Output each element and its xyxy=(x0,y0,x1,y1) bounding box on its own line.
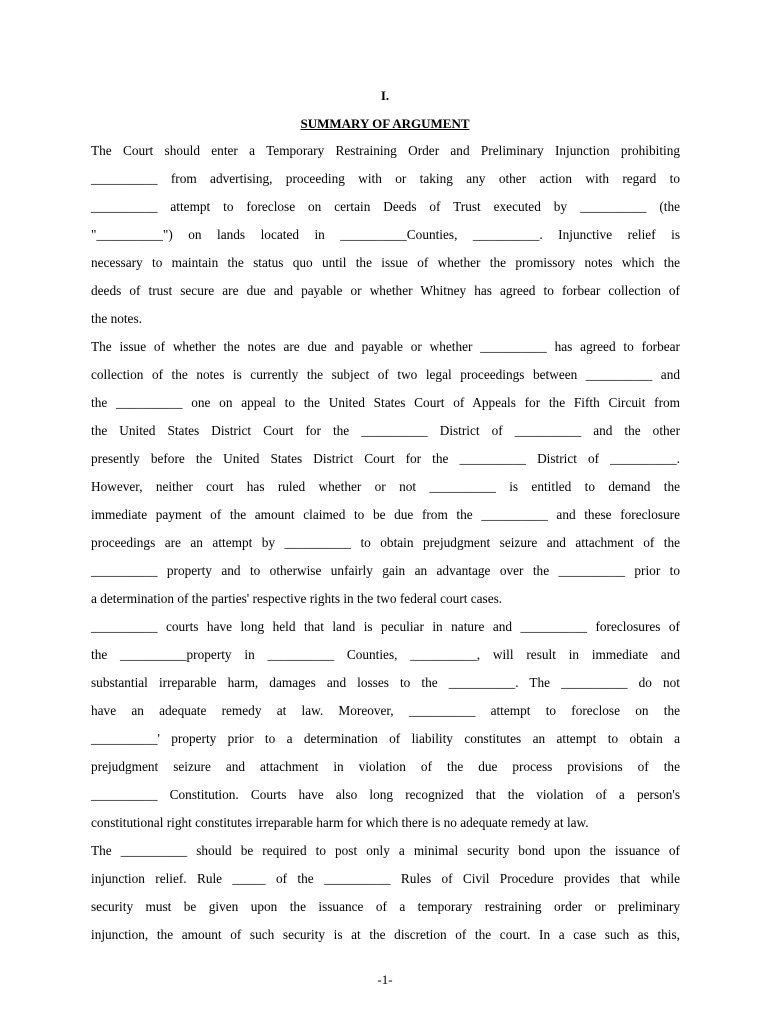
text-line: prejudgment seizure and attachment in violation of the due process provisions of the xyxy=(91,759,680,774)
text-line: necessary to maintain the status quo until the issue of whether the promissory notes which the xyxy=(91,255,680,270)
text-line: However, neither court has ruled whether or not __________ is entitled to demand the xyxy=(91,479,680,494)
argument-body xyxy=(91,140,680,952)
text-line: the __________ one on appeal to the United States Court of Appeals for the Fifth Circuit from xyxy=(91,395,680,410)
page-number: -1- xyxy=(377,972,393,987)
text-line: collection of the notes is currently the subject of two legal proceedings between __________ and xyxy=(91,367,680,382)
text-line: the notes. xyxy=(91,311,142,326)
text-line: injunction, the amount of such security is at the discretion of the court. In a case such as this, xyxy=(91,927,680,942)
text-line: The Court should enter a Temporary Restraining Order and Preliminary Injunction prohibiting xyxy=(91,143,680,158)
text-line: __________ property and to otherwise unfairly gain an advantage over the __________ prior to xyxy=(91,563,680,578)
text-line: the United States District Court for the __________ District of __________ and the other xyxy=(91,423,680,438)
text-line: have an adequate remedy at law. Moreover, __________ attempt to foreclose on the xyxy=(91,703,680,718)
text-line: constitutional right constitutes irreparable harm for which there is no adequate remedy at law. xyxy=(91,815,589,830)
text-line: proceedings are an attempt by __________ to obtain prejudgment seizure and attachment of the xyxy=(91,535,680,550)
section-title: SUMMARY OF ARGUMENT xyxy=(300,116,470,131)
text-line: substantial irreparable harm, damages and losses to the __________. The __________ do not xyxy=(91,675,680,690)
text-line: __________ Constitution. Courts have also long recognized that the violation of a person's xyxy=(91,787,680,802)
text-line: presently before the United States District Court for the __________ District of __________. xyxy=(91,451,680,466)
text-line: __________ attempt to foreclose on certain Deeds of Trust executed by __________ (the xyxy=(91,199,680,214)
text-line: immediate payment of the amount claimed to be due from the __________ and these foreclosure xyxy=(91,507,680,522)
text-line: "__________") on lands located in __________Counties, __________. Injunctive relief is xyxy=(91,227,680,242)
text-line: __________' property prior to a determination of liability constitutes an attempt to obtain a xyxy=(91,731,680,746)
text-line: injunction relief. Rule _____ of the __________ Rules of Civil Procedure provides that while xyxy=(91,871,680,886)
text-line: a determination of the parties' respective rights in the two federal court cases. xyxy=(91,591,503,606)
text-line: security must be given upon the issuance of a temporary restraining order or preliminary xyxy=(91,899,680,914)
text-line: The issue of whether the notes are due and payable or whether __________ has agreed to forbear xyxy=(91,339,680,354)
text-line: __________ courts have long held that land is peculiar in nature and __________ foreclosures of xyxy=(91,619,680,634)
text-line: The __________ should be required to post only a minimal security bond upon the issuance of xyxy=(91,843,680,858)
section-number: I. xyxy=(380,88,390,103)
text-line: deeds of trust secure are due and payable or whether Whitney has agreed to forbear collection of xyxy=(91,283,680,298)
text-line: the __________property in __________ Counties, __________, will result in immediate and xyxy=(91,647,680,662)
text-line: __________ from advertising, proceeding with or taking any other action with regard to xyxy=(91,171,680,186)
